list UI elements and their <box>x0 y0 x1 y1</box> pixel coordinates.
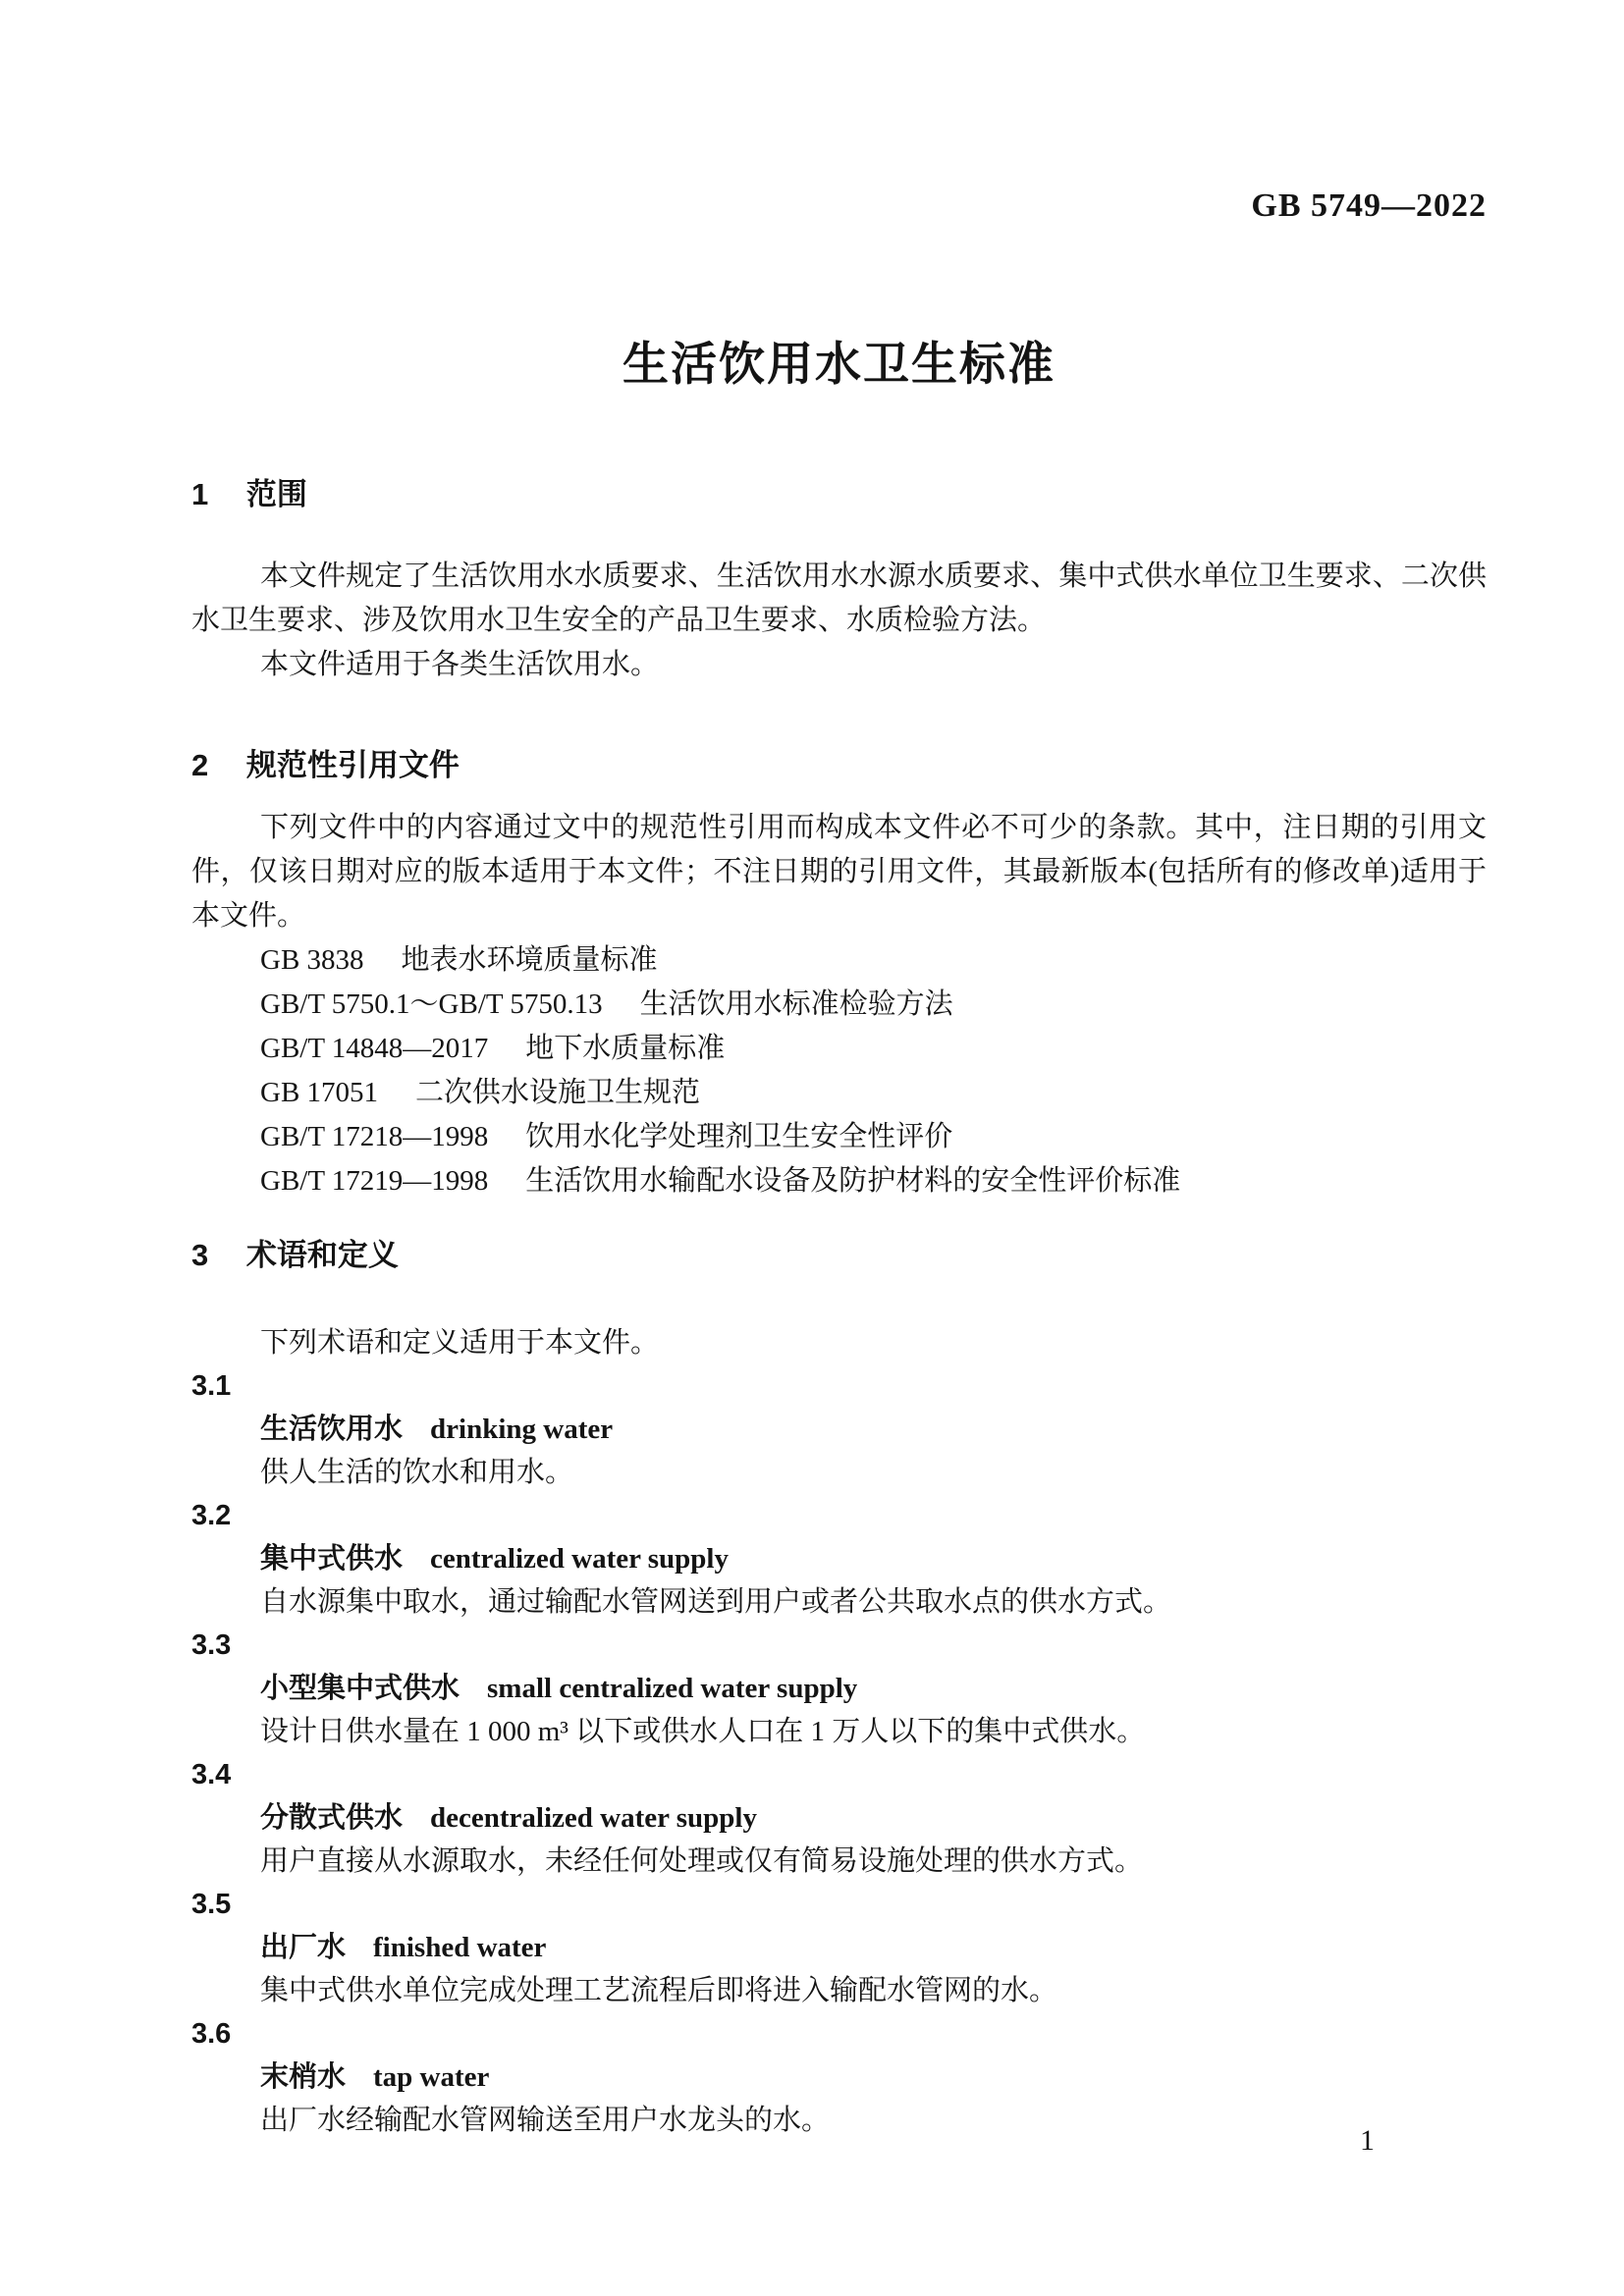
term-definition-text: 集中式供水单位完成处理工艺流程后即将进入输配水管网的水。 <box>260 1975 1058 2006</box>
term-title-line <box>191 2056 1487 2099</box>
section-2-number: 2 <box>191 748 209 782</box>
term-definition-block <box>191 2012 1487 2142</box>
reference-code: GB 17051 <box>260 1077 379 1108</box>
term-definition-block <box>191 1494 1487 1624</box>
reference-item <box>191 938 1487 983</box>
reference-item <box>191 1071 1487 1115</box>
section-3-number: 3 <box>191 1238 209 1272</box>
reference-code: GB/T 17219—1998 <box>260 1165 489 1197</box>
term-definition-block <box>191 1883 1487 2012</box>
term-title-line <box>191 1796 1487 1840</box>
term-number: 3.2 <box>191 1500 232 1531</box>
reference-title: 生活饮用水标准检验方法 <box>639 988 953 1020</box>
page-content <box>0 187 1624 2142</box>
term-title-line <box>191 1408 1487 1451</box>
terms-list <box>191 1364 1487 2142</box>
section-1-title: 范围 <box>245 477 307 511</box>
term-title-line <box>191 1926 1487 1969</box>
reference-item <box>191 983 1487 1027</box>
term-title-line <box>191 1537 1487 1580</box>
reference-list <box>191 938 1487 1203</box>
term-number: 3.4 <box>191 1759 232 1790</box>
reference-item <box>191 1027 1487 1071</box>
term-title-line <box>191 1667 1487 1710</box>
reference-code: GB 3838 <box>260 944 364 976</box>
term-chinese: 分散式供水 <box>260 1802 404 1834</box>
term-number: 3.3 <box>191 1629 232 1661</box>
term-definition-text: 出厂水经输配水管网输送至用户水龙头的水。 <box>260 2105 831 2136</box>
reference-item <box>191 1115 1487 1159</box>
section-3-title: 术语和定义 <box>245 1238 399 1272</box>
reference-code: GB/T 17218—1998 <box>260 1121 489 1152</box>
scope-paragraph-2: 本文件适用于各类生活饮用水。 <box>260 649 660 680</box>
reference-item <box>191 1159 1487 1203</box>
term-english: drinking water <box>430 1414 614 1445</box>
reference-title: 地下水质量标准 <box>525 1033 726 1064</box>
document-title: 生活饮用水卫生标准 <box>623 338 1056 390</box>
term-chinese: 末梢水 <box>260 2061 347 2093</box>
term-chinese: 生活饮用水 <box>260 1414 404 1445</box>
reference-title: 二次供水设施卫生规范 <box>415 1077 701 1108</box>
section-2-title: 规范性引用文件 <box>245 748 460 782</box>
term-definition-text: 自水源集中取水，通过输配水管网送到用户或者公共取水点的供水方式。 <box>260 1586 1172 1618</box>
section-2-heading <box>191 747 1487 784</box>
term-number: 3.6 <box>191 2018 232 2050</box>
reference-code: GB/T 5750.1～GB/T 5750.13 <box>260 988 603 1020</box>
references-intro-paragraph: 下列文件中的内容通过文中的规范性引用而构成本文件必不可少的条款。其中，注日期的引用文件，仅该日期对应的版本适用于本文件；不注日期的引用文件，其最新版本(包括所有的修改单)适用于本文件。 <box>191 812 1487 932</box>
term-english: finished water <box>373 1932 547 1963</box>
document-number: GB 5749—2022 <box>1251 187 1487 224</box>
page-number: 1 <box>1360 2124 1375 2157</box>
term-chinese: 出厂水 <box>260 1932 347 1963</box>
term-definition-text: 用户直接从水源取水，未经任何处理或仅有简易设施处理的供水方式。 <box>260 1845 1144 1877</box>
reference-code: GB/T 14848—2017 <box>260 1033 489 1064</box>
term-definition-block <box>191 1364 1487 1494</box>
section-1-number: 1 <box>191 477 209 511</box>
term-definition-block <box>191 1624 1487 1753</box>
section-1-heading <box>191 476 1487 513</box>
reference-title: 生活饮用水输配水设备及防护材料的安全性评价标准 <box>525 1165 1181 1197</box>
term-chinese: 集中式供水 <box>260 1543 404 1575</box>
scope-paragraph-1: 本文件规定了生活饮用水水质要求、生活饮用水水源水质要求、集中式供水单位卫生要求、二次供水卫生要求、涉及饮用水卫生安全的产品卫生要求、水质检验方法。 <box>191 561 1487 636</box>
term-english: decentralized water supply <box>430 1802 757 1834</box>
term-number: 3.1 <box>191 1370 232 1402</box>
terms-intro-paragraph: 下列术语和定义适用于本文件。 <box>260 1327 660 1359</box>
term-english: small centralized water supply <box>487 1673 858 1704</box>
term-definition-block <box>191 1753 1487 1883</box>
reference-title: 饮用水化学处理剂卫生安全性评价 <box>525 1121 953 1152</box>
reference-title: 地表水环境质量标准 <box>401 944 658 976</box>
term-number: 3.5 <box>191 1889 232 1920</box>
term-english: centralized water supply <box>430 1543 729 1575</box>
term-chinese: 小型集中式供水 <box>260 1673 460 1704</box>
section-3-heading <box>191 1237 1487 1274</box>
term-definition-text: 供人生活的饮水和用水。 <box>260 1457 574 1488</box>
term-definition-text: 设计日供水量在 1 000 m³ 以下或供水人口在 1 万人以下的集中式供水。 <box>260 1716 1146 1747</box>
term-english: tap water <box>373 2061 490 2093</box>
